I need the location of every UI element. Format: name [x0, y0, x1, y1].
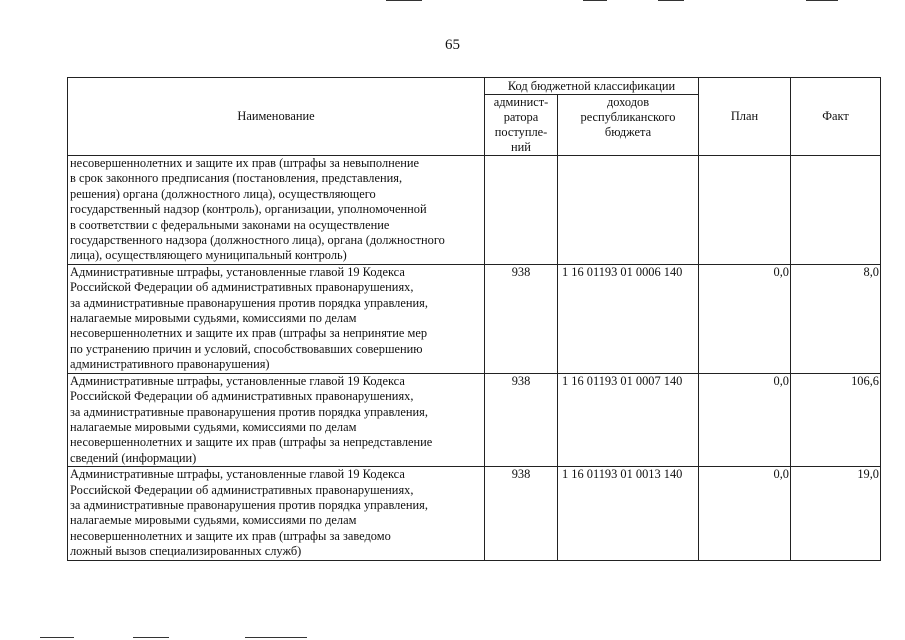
row-name-line: административного правонарушения) — [70, 357, 270, 372]
row-name-line: в срок законного предписания (постановления, представления, — [70, 171, 403, 186]
scan-mark-bottom-3 — [245, 637, 307, 638]
row-name-line: по устранению причин и условий, способствовавших совершению — [70, 341, 423, 356]
row-plan-value: 0,0 — [699, 373, 791, 466]
header-admin-line: админист- — [493, 95, 549, 109]
table-body — [68, 156, 881, 561]
page-number: 65 — [445, 37, 460, 53]
scan-mark-top-3 — [658, 0, 684, 1]
scan-mark-top-4 — [806, 0, 838, 1]
row-name-line: ложный вызов специализированных служб) — [70, 544, 302, 559]
header-revenue — [558, 95, 699, 156]
row-name-line: Административные штрафы, установленные главой 19 Кодекса — [70, 373, 405, 388]
header-kbk-group: Код бюджетной классификации — [485, 78, 699, 95]
row-fact-value: 19,0 — [791, 467, 881, 560]
header-fact: Факт — [791, 78, 881, 156]
row-fact-value: 106,6 — [791, 373, 881, 466]
row-name-line: государственного надзора (должностного лица), органа (должностного — [70, 233, 445, 248]
row-name-line: за административные правонарушения против порядка управления, — [70, 295, 428, 310]
row-name-line: налагаемые мировыми судьями, комиссиями по делам — [70, 513, 357, 528]
row-name-line: государственный надзор (контроль), организации, уполномоченной — [70, 202, 427, 217]
row-name-line: несовершеннолетних и защите их прав (штрафы за непринятие мер — [70, 326, 428, 341]
row-name-line: лица), осуществляющего муниципальный контроль) — [70, 248, 347, 263]
row-name-line: Российской Федерации об административных правонарушениях, — [70, 389, 414, 404]
header-row-1 — [68, 78, 881, 95]
row-fact-value — [791, 156, 881, 265]
row-name-line: Российской Федерации об административных правонарушениях, — [70, 280, 414, 295]
header-revenue-line: доходов — [606, 95, 650, 109]
row-name-line: несовершеннолетних и защите их прав (штрафы за заведомо — [70, 528, 391, 543]
budget-table — [67, 77, 881, 561]
row-fact-value: 8,0 — [791, 264, 881, 373]
row-plan-value: 0,0 — [699, 467, 791, 560]
row-revenue-code: 1 16 01193 01 0007 140 — [558, 373, 699, 466]
row-name-line: Административные штрафы, установленные главой 19 Кодекса — [70, 467, 405, 482]
scan-mark-bottom-1 — [40, 637, 74, 638]
row-name-line: налагаемые мировыми судьями, комиссиями по делам — [70, 311, 357, 326]
row-name-line: в соответствии с федеральными законами на осуществление — [70, 217, 390, 232]
row-admin-code — [485, 156, 558, 265]
table-row — [68, 467, 881, 560]
header-revenue-line: республиканского — [580, 110, 676, 124]
row-name-cell — [68, 467, 485, 560]
row-name-cell — [68, 156, 485, 265]
row-admin-code: 938 — [485, 373, 558, 466]
row-plan-value — [699, 156, 791, 265]
row-plan-value: 0,0 — [699, 264, 791, 373]
row-name-line: за административные правонарушения против порядка управления, — [70, 404, 428, 419]
table-row — [68, 373, 881, 466]
row-name-line: налагаемые мировыми судьями, комиссиями по делам — [70, 419, 357, 434]
row-name-line: Российской Федерации об административных правонарушениях, — [70, 482, 414, 497]
row-name-line: за административные правонарушения против порядка управления, — [70, 497, 428, 512]
row-name-line: Административные штрафы, установленные главой 19 Кодекса — [70, 264, 405, 279]
row-revenue-code: 1 16 01193 01 0013 140 — [558, 467, 699, 560]
row-name-line: сведений (информации) — [70, 450, 197, 465]
scan-mark-top-2 — [583, 0, 607, 1]
row-name-cell — [68, 373, 485, 466]
header-admin-line: ний — [511, 140, 531, 154]
table-row — [68, 264, 881, 373]
header-plan: План — [699, 78, 791, 156]
header-admin — [485, 95, 558, 156]
row-name-line: несовершеннолетних и защите их прав (штрафы за невыполнение — [70, 156, 420, 170]
table-row — [68, 156, 881, 265]
header-admin-line: ратора — [503, 110, 539, 124]
row-revenue-code: 1 16 01193 01 0006 140 — [558, 264, 699, 373]
row-admin-code: 938 — [485, 467, 558, 560]
row-name-cell — [68, 264, 485, 373]
row-revenue-code — [558, 156, 699, 265]
row-name-line: решения) органа (должностного лица), осуществляющего — [70, 186, 376, 201]
row-admin-code: 938 — [485, 264, 558, 373]
header-revenue-line: бюджета — [604, 125, 652, 139]
scan-mark-top-1 — [386, 0, 422, 1]
scan-mark-bottom-2 — [133, 637, 169, 638]
header-name: Наименование — [68, 78, 485, 156]
header-admin-line: поступле- — [494, 125, 548, 139]
row-name-line: несовершеннолетних и защите их прав (штрафы за непредставление — [70, 435, 433, 450]
